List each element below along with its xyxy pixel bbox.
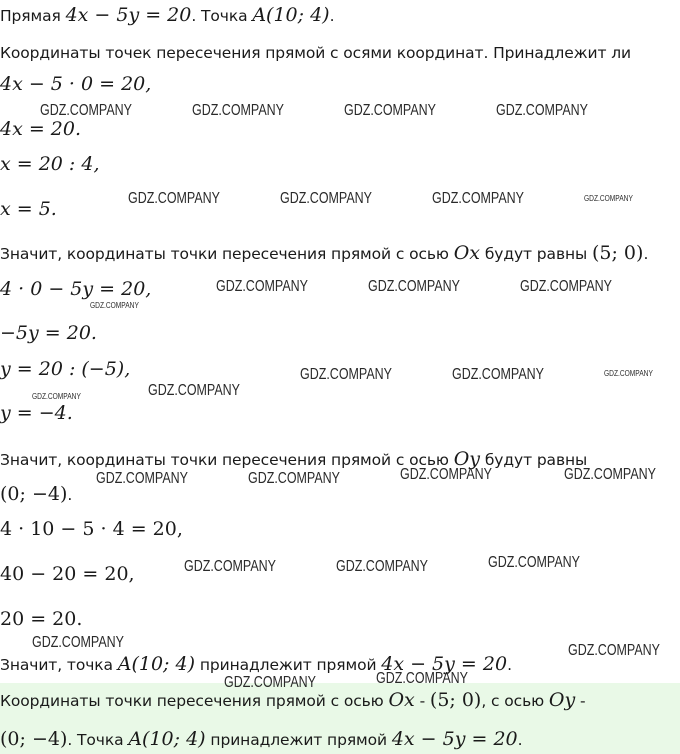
text: , с осью <box>481 692 549 710</box>
text: . <box>507 656 512 674</box>
math: A(10; 4) <box>117 653 196 675</box>
math: (0; −4) <box>0 728 68 750</box>
text: - <box>414 692 430 710</box>
math: Oy <box>453 448 481 470</box>
watermark: GDZ.COMPANY <box>192 102 284 119</box>
watermark: GDZ.COMPANY <box>488 554 580 571</box>
watermark: GDZ.COMPANY <box>400 466 492 483</box>
conclusion-oy <box>0 448 587 470</box>
task-question: Координаты точек пересечения прямой с осями координат. Принадлежит ли <box>0 44 632 62</box>
text: . Точка <box>67 731 129 749</box>
math: (5; 0) <box>591 242 644 264</box>
text: . <box>643 245 649 263</box>
text: будут равны <box>480 451 588 469</box>
watermark: GDZ.COMPANY <box>148 382 240 399</box>
watermark: GDZ.COMPANY <box>584 193 633 203</box>
watermark: GDZ.COMPANY <box>184 558 276 575</box>
equation-8: y = −4. <box>0 402 73 424</box>
math: 4x − 5y = 20 <box>381 653 508 675</box>
text: будут равны <box>480 245 592 263</box>
equation-3: x = 20 : 4, <box>0 153 100 175</box>
text: . <box>67 486 73 504</box>
watermark: GDZ.COMPANY <box>368 278 460 295</box>
math: Ox <box>388 689 415 711</box>
watermark: GDZ.COMPANY <box>32 391 81 401</box>
watermark: GDZ.COMPANY <box>520 278 612 295</box>
watermark: GDZ.COMPANY <box>452 366 544 383</box>
watermark: GDZ.COMPANY <box>40 102 132 119</box>
math: 4x − 5y = 20 <box>391 728 518 750</box>
text: - <box>575 692 586 710</box>
watermark: GDZ.COMPANY <box>280 190 372 207</box>
text: . Точка <box>191 7 253 25</box>
watermark: GDZ.COMPANY <box>90 300 139 310</box>
watermark: GDZ.COMPANY <box>568 642 660 659</box>
watermark: GDZ.COMPANY <box>96 470 188 487</box>
math: A(10; 4) <box>128 728 206 750</box>
math: 4x − 5y = 20 <box>65 4 192 26</box>
math: Ox <box>453 242 480 264</box>
equation-2: 4x = 20. <box>0 118 82 140</box>
math: A(10; 4) <box>252 4 330 26</box>
equation-7: y = 20 : (−5), <box>0 358 131 380</box>
conclusion-oy-value <box>0 483 72 505</box>
text: . <box>517 731 523 749</box>
equation-4: x = 5. <box>0 198 57 220</box>
math: (0; −4) <box>0 483 68 505</box>
text: Прямая <box>0 7 66 25</box>
watermark: GDZ.COMPANY <box>128 190 220 207</box>
watermark: GDZ.COMPANY <box>344 102 436 119</box>
watermark: GDZ.COMPANY <box>336 558 428 575</box>
answer-line-1 <box>0 689 586 711</box>
watermark: GDZ.COMPANY <box>376 670 468 687</box>
watermark: GDZ.COMPANY <box>604 368 653 378</box>
watermark: GDZ.COMPANY <box>248 470 340 487</box>
text: принадлежит прямой <box>205 731 392 749</box>
math: (5; 0) <box>429 689 482 711</box>
equation-1: 4x − 5 · 0 = 20, <box>0 73 152 95</box>
equation-9: 4 · 10 − 5 · 4 = 20, <box>0 518 183 540</box>
equation-6: −5y = 20. <box>0 322 97 344</box>
watermark: GDZ.COMPANY <box>564 466 656 483</box>
equation-11: 20 = 20. <box>0 608 83 630</box>
watermark: GDZ.COMPANY <box>432 190 524 207</box>
text: . <box>329 7 335 25</box>
text: Координаты точки пересечения прямой с осью <box>0 692 389 710</box>
problem-statement <box>0 4 334 26</box>
equation-5: 4 · 0 − 5y = 20, <box>0 278 152 300</box>
answer-line-2 <box>0 728 522 750</box>
watermark: GDZ.COMPANY <box>224 674 316 691</box>
text: принадлежит прямой <box>195 656 382 674</box>
text: Значит, координаты точки пересечения прямой с осью <box>0 451 454 469</box>
watermark: GDZ.COMPANY <box>300 366 392 383</box>
watermark: GDZ.COMPANY <box>496 102 588 119</box>
watermark: GDZ.COMPANY <box>216 278 308 295</box>
conclusion-ox <box>0 242 648 264</box>
math: Oy <box>548 689 576 711</box>
equation-10: 40 − 20 = 20, <box>0 563 135 585</box>
text: Значит, координаты точки пересечения прямой с осью <box>0 245 454 263</box>
watermark: GDZ.COMPANY <box>32 634 124 651</box>
text: Значит, точка <box>0 656 118 674</box>
